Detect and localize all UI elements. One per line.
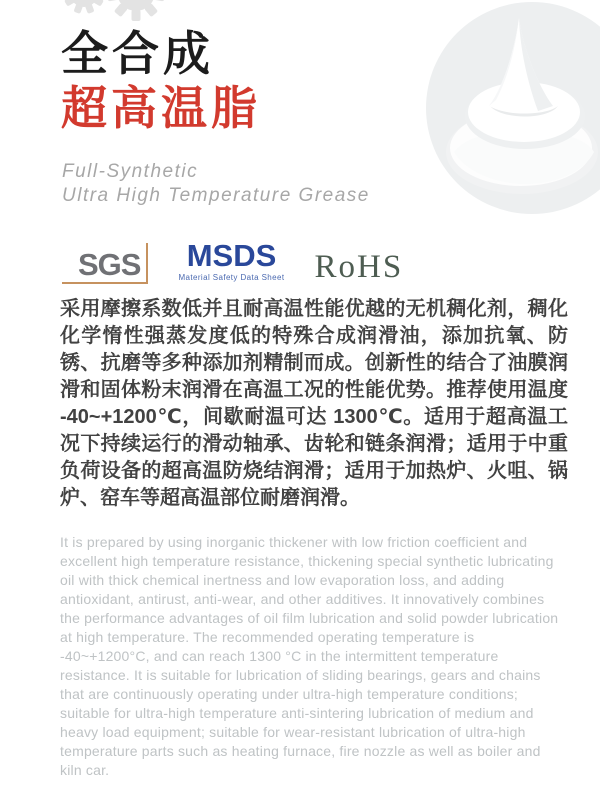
- title-cn-red: 超高温脂: [61, 82, 261, 134]
- page-title-block: [61, 27, 261, 134]
- msds-logo-text: MSDS: [186, 238, 277, 273]
- title-cn-black: 全合成: [61, 27, 214, 80]
- rohs-logo: [314, 251, 403, 284]
- grease-swirl-illustration: [426, 2, 600, 214]
- description-chinese: 采用摩擦系数低并且耐高温性能优越的无机稠化剂，稠化化学惰性强蒸发度低的特殊合成润滑油，添加抗氧、防锈、抗磨等多种添加剂精制而成。创新性的结合了油膜润滑和固体粉末润滑在高温工况的性能优势。推荐使用温度 -40~+1200℃，间歇耐温可达 1300℃。适用于超高温工况下持续运行的滑动轴承、齿轮和链条润滑；适用于中重负荷设备的超高温防烧结润滑；适用于加热炉、火咀、锅炉、窑车等超高温部位耐磨润滑。: [60, 298, 568, 509]
- sgs-logo-text: SGS: [78, 247, 141, 282]
- sgs-logo: [62, 247, 148, 284]
- subtitle-english: [62, 160, 370, 208]
- rohs-logo-text: RoHS: [314, 249, 404, 285]
- product-photo: [426, 2, 600, 214]
- description-english: It is prepared by using inorganic thickener with low friction coefficient and excellent high temperature resistance, thickening special synthetic lubricating oil with thick chemical inertness and low evaporation loss, and adding antioxidant, antirust, anti-wear, and other additives. It innovatively combines the performance advantages of oil film lubrication and solid powder lubrication at high temperature. The recommended operating temperature is -40~+1200°C, and can reach 1300 °C in the intermittent temperature resistance. It is suitable for lubrication of sliding bearings, gears and chains that are continuously operating under ultra-high temperature conditions; suitable for ultra-high temperature anti-sintering lubrication of medium and heavy load equipment; suitable for wear-resistant lubrication of ultra-high temperature parts such as heating furnace, fire nozzle as well as boiler and kiln car.: [60, 534, 559, 778]
- msds-logo-tagline: Material Safety Data Sheet: [178, 273, 285, 282]
- gear-icon: [58, 0, 188, 26]
- subtitle-line1: Full-Synthetic: [62, 161, 199, 182]
- subtitle-line2: Ultra High Temperature Grease: [62, 185, 370, 206]
- msds-logo: [178, 240, 284, 284]
- certification-logos: [62, 240, 403, 284]
